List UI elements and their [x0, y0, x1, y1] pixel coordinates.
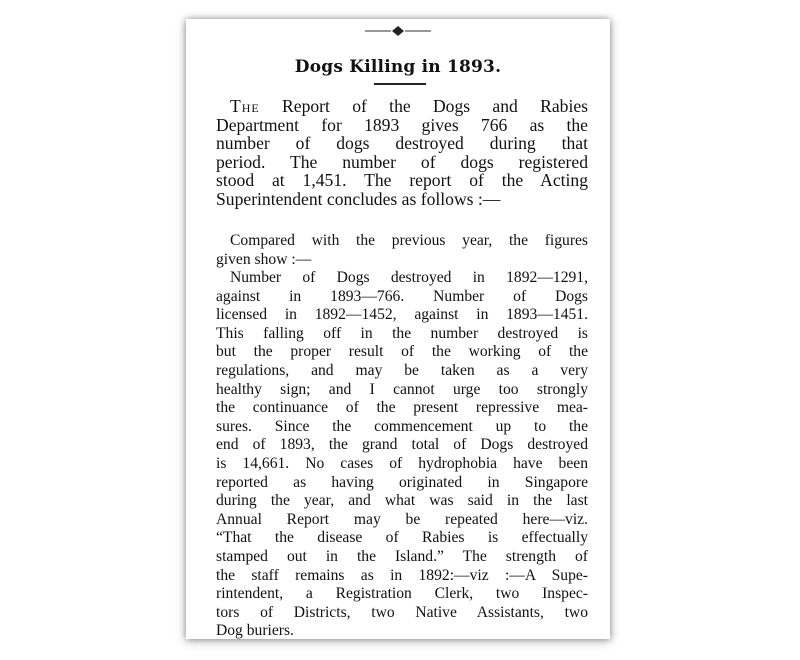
lead-line: Department for 1893 gives 766 as the — [216, 114, 588, 135]
quote-intro-paragraph — [216, 232, 588, 269]
body-line: stamped out in the Island.” The strength of — [216, 547, 588, 565]
body-line: healthy sign; and I cannot urge too strongly — [216, 380, 588, 398]
lead-line: period. The number of dogs registered — [216, 151, 588, 172]
body-line: but the proper result of the working of the — [216, 343, 588, 361]
body-line: Annual Report may be repeated here—viz. — [216, 510, 588, 528]
body-line: Dog buriers. — [216, 622, 294, 640]
lead-line: Superintendent concludes as follows :— — [216, 188, 501, 209]
body-line: “That the disease of Rabies is effectually — [216, 529, 588, 547]
body-line: regulations, and may be taken as a very — [216, 361, 588, 379]
lead-line: The Report of the Dogs and Rabies — [230, 96, 588, 116]
lead-line: number of dogs destroyed during that — [216, 133, 588, 154]
quote-body-paragraph — [216, 269, 588, 641]
body-line: the staff remains as in 1892:—viz :—A Supe- — [216, 566, 588, 584]
body-line: against in 1893—766. Number of Dogs — [216, 287, 588, 305]
lead-first-word: The — [230, 96, 260, 116]
body-line: tors of Districts, two Native Assistants, two — [216, 603, 588, 621]
article-title: Dogs Killing in 1893. — [294, 57, 502, 77]
ornament-divider — [186, 25, 610, 37]
body-line: the continuance of the present repressive mea- — [216, 399, 588, 417]
body-line: Number of Dogs destroyed in 1892—1291, — [230, 269, 588, 286]
body-line: during the year, and what was said in the last — [216, 492, 588, 510]
intro-line: given show :— — [216, 250, 312, 268]
body-line: end of 1893, the grand total of Dogs destroyed — [216, 436, 588, 454]
body-line: rintendent, a Registration Clerk, two Inspec- — [216, 585, 588, 603]
body-line: is 14,661. No cases of hydrophobia have been — [216, 454, 588, 472]
newspaper-clipping — [186, 19, 610, 639]
body-line: sures. Since the commencement up to the — [216, 417, 588, 435]
intro-line: Compared with the previous year, the figures — [230, 232, 588, 249]
body-line: This falling off in the number destroyed is — [216, 324, 588, 342]
lead-line: stood at 1,451. The report of the Acting — [216, 170, 588, 191]
body-line: reported as having originated in Singapore — [216, 473, 588, 491]
lead-paragraph — [216, 97, 588, 209]
title-rule — [374, 83, 426, 85]
body-line: licensed in 1892—1452, against in 1893—1451. — [216, 306, 588, 324]
